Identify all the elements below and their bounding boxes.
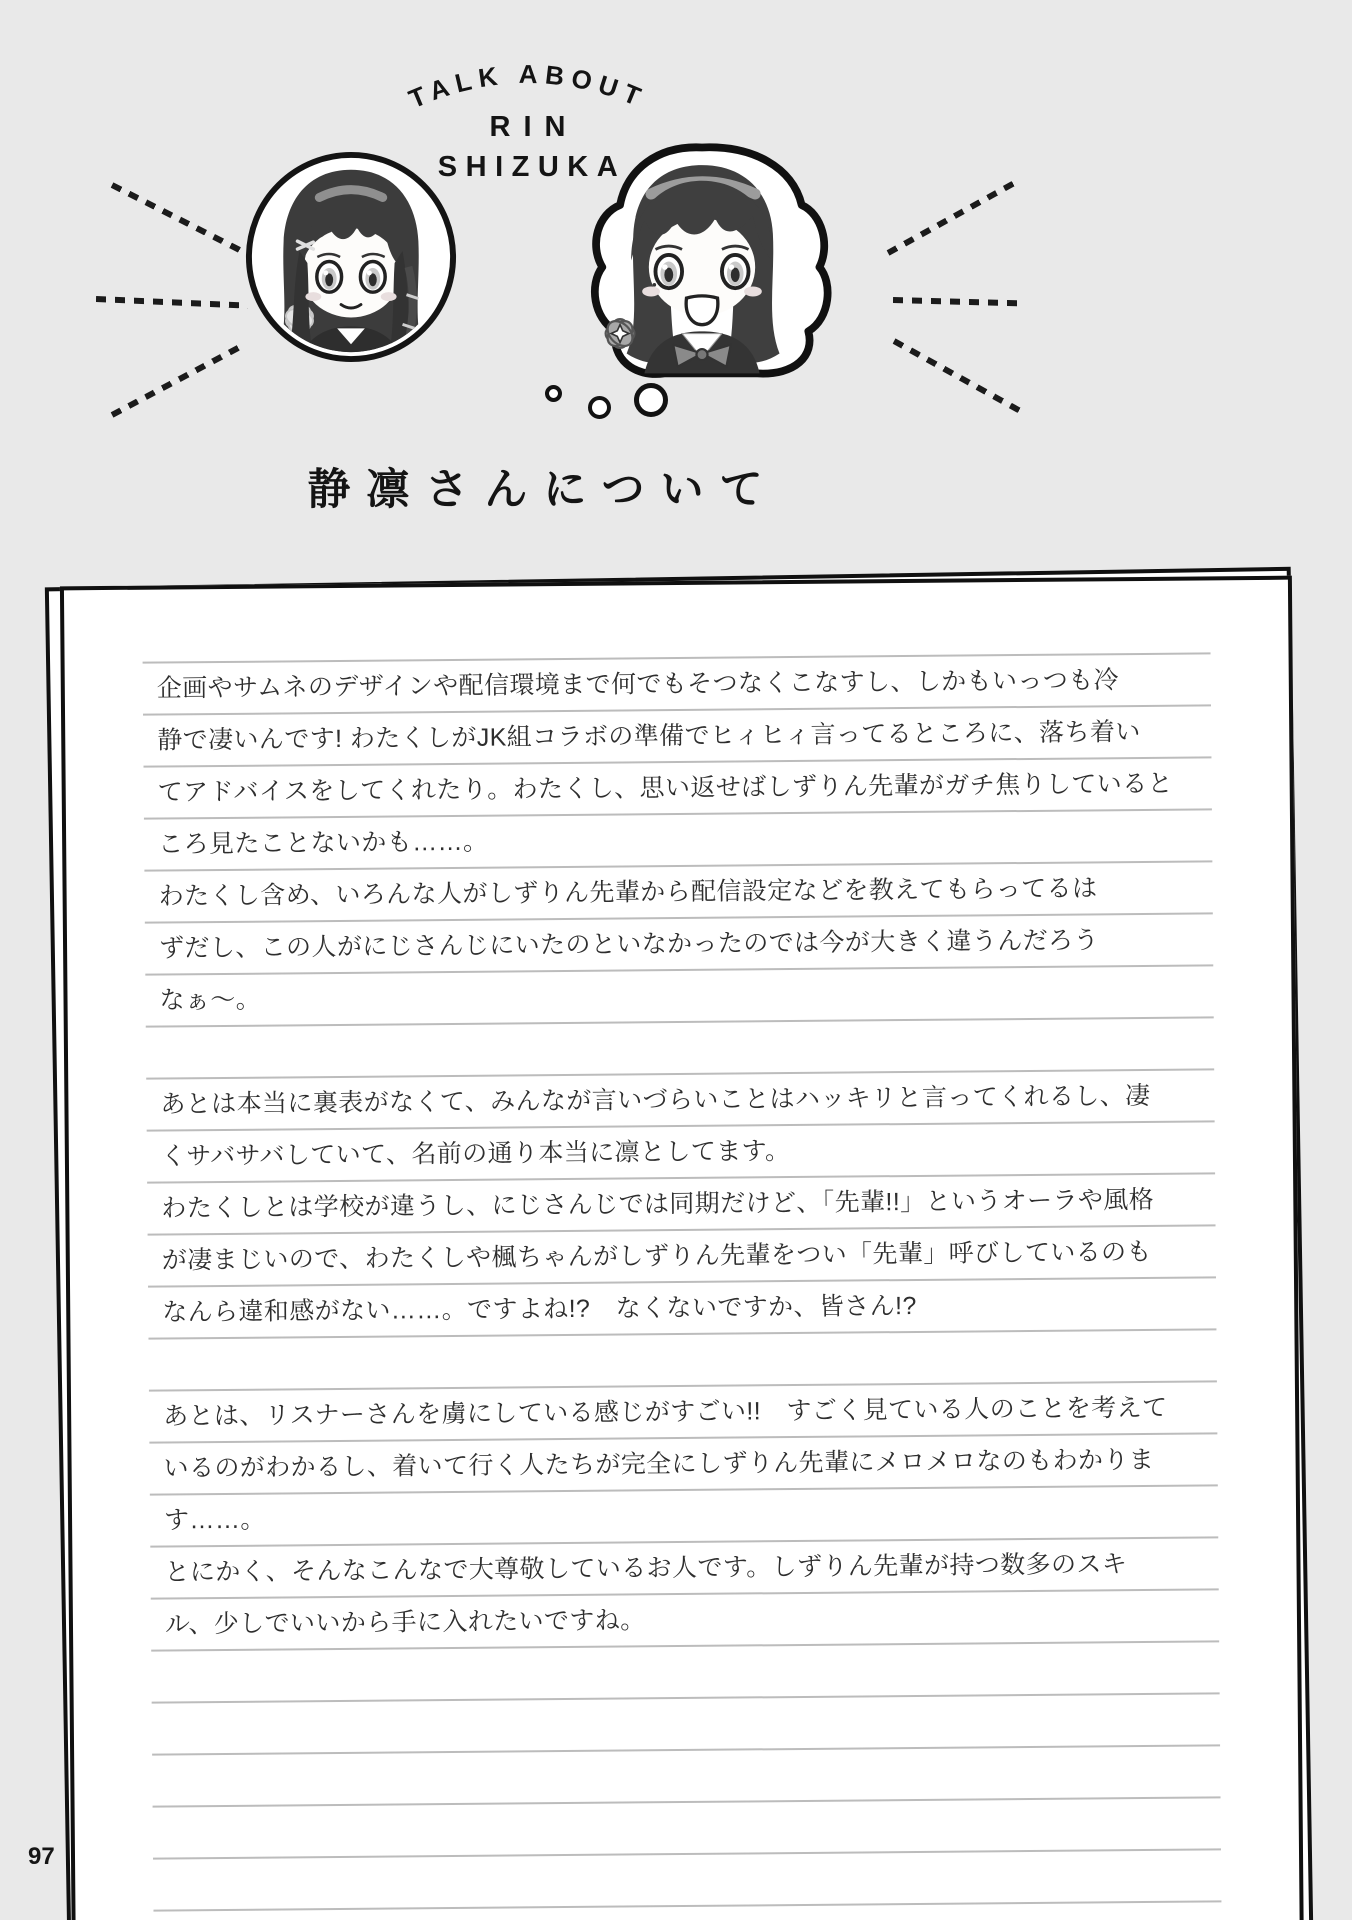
name-line-rin: RIN (489, 111, 579, 143)
note-line-text: なんら違和感がない……。ですよね!? なくないですか、皆さん!? (162, 1291, 917, 1327)
note-line-text: す……。 (163, 1505, 266, 1535)
note-line (152, 1744, 1220, 1805)
note-line-text: なぁ〜。 (159, 985, 262, 1015)
name-line-shizuka: SHIZUKA (437, 151, 627, 183)
note-line (152, 1692, 1220, 1753)
emphasis-ray-icon (111, 182, 255, 259)
page-title: 静凛さんについて (307, 466, 779, 514)
note-line (146, 1068, 1214, 1129)
note-line-text: あとは、リスナーさんを虜にしている感じがすごい!! すごく見ている人のことを考えて (163, 1393, 1168, 1431)
note-line (145, 912, 1213, 973)
chibi-girl-sticker-icon (558, 136, 846, 386)
note-line-text: てアドバイスをしてくれたり。わたくし、思い返せばしずりん先輩がガチ焦りしていると (157, 769, 1174, 807)
note-line (153, 1796, 1221, 1857)
note-line (144, 808, 1212, 869)
emphasis-ray-icon (893, 297, 1025, 306)
note-line (150, 1536, 1218, 1597)
note-line (147, 1172, 1215, 1233)
arc-text: TALK ABOUT (404, 58, 652, 115)
note-line (153, 1848, 1221, 1909)
note-line (149, 1380, 1217, 1441)
thought-dot-icon (588, 396, 611, 419)
note-line (144, 860, 1212, 921)
thought-dot-icon (545, 385, 562, 402)
page-number: 97 (28, 1843, 55, 1870)
chibi-girl-circle-badge-icon (242, 148, 460, 366)
thought-dot-icon (634, 383, 668, 417)
note-line-text: ずだし、この人がにじさんじにいたのといなかったのでは今が大きく違うんだろう (158, 926, 1099, 963)
note-line (151, 1588, 1219, 1649)
emphasis-ray-icon (96, 296, 248, 309)
note-line-text: あとは本当に裏表がなくて、みんなが言いづらいことはハッキリと言ってくれるし、凄 (160, 1081, 1151, 1119)
note-line (143, 704, 1211, 765)
note-line (146, 1016, 1214, 1077)
note-line-text: 静で凄いんです! わたくしがJK組コラボの準備でヒィヒィ言ってるところに、落ち着い (157, 717, 1141, 755)
note-line-text: が凄まじいので、わたくしや楓ちゃんがしずりん先輩をつい「先輩」呼びしているのも (161, 1237, 1152, 1275)
note-line-text: わたくし含め、いろんな人がしずりん先輩から配信設定などを教えてもらってるは (158, 874, 1098, 911)
note-line-text: くサバサバしていて、名前の通り本当に凛としてます。 (160, 1137, 791, 1171)
note-line-text: とにかく、そんなこんなで大尊敬しているお人です。しずりん先輩が持つ数多のスキ (164, 1550, 1128, 1587)
emphasis-ray-icon (111, 342, 246, 418)
note-line (148, 1276, 1216, 1337)
note-line-text: ころ見たことないかも……。 (158, 827, 489, 859)
note-line (143, 756, 1211, 817)
note-line (149, 1432, 1217, 1493)
note-line-text: ル、少しでいいから手に入れたいですね。 (164, 1606, 646, 1639)
svg-text:TALK ABOUT (404, 59, 651, 114)
emphasis-ray-icon (893, 338, 1022, 413)
note-line-text: いるのがわかるし、着いて行く人たちが完全にしずりん先輩にメロメロなのもわかりま (163, 1445, 1155, 1483)
note-line-text: 企画やサムネのデザインや配信環境まで何でもそつなくこなすし、しかもいっつも冷 (156, 666, 1120, 703)
note-lines (65, 652, 1300, 1920)
note-line (143, 652, 1211, 713)
emphasis-ray-icon (887, 181, 1016, 256)
note-line-text: わたくしとは学校が違うし、にじさんじでは同期だけど、「先輩!!」というオーラや風格 (161, 1185, 1155, 1223)
note-line (148, 1224, 1216, 1285)
note-paper (60, 576, 1304, 1920)
note-line (147, 1120, 1215, 1181)
